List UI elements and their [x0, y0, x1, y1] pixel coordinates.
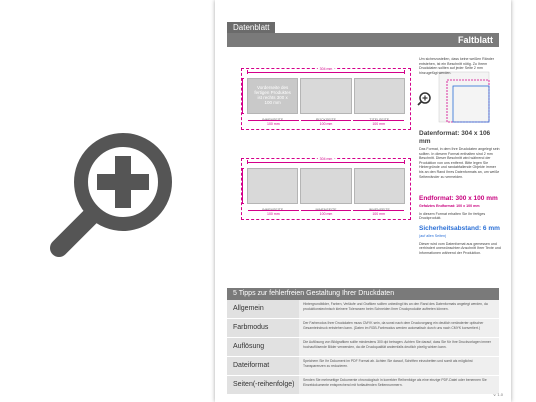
datenformat-block: Datenformat: 304 x 106 mm Das Format, in dem Ihre Druckdaten angelegt sein sollten. In diesem Format enthalten sind 2 mm Beschnitt. Dieser Beschnitt wird während der Produktion von uns entfernt. Bitte legen Sie Hintergründe und randabfallende Objekte immer bis an den Rand Ihres Datenformats an, um weiße Seitenränder zu vermeiden. — [419, 130, 500, 179]
intro-text: Um sicherzustellen, dass keine weißen Ränder entstehen, ist ein Beschnitt nötig. Zu Ihrem Druckdaten sollten auf jeder Seite 2 mm hinzugefügt werden. — [419, 57, 494, 75]
table-row: Seiten(-reihenfolge) Senden Sie mehrseitige Dokumente chronologisch in korrekter Reihenfolge als eine einzige PDF-Datei oder benennen Sie Einzeldokumente entsprechend mit fortlaufenden Seitennummern. — [227, 376, 499, 395]
width-dimension: 304 mm — [247, 70, 405, 74]
table-row: Dateiformat Speichern Sie Ihr Dokument im PDF Format ab. Achten Sie darauf, Schriften einzubetten und somit als möglichst Transparenzen zu reduzieren. — [227, 357, 499, 376]
panel-dimensions: 100 mm 100 mm 100 mm — [247, 210, 405, 216]
panel-dimensions: 100 mm 100 mm 100 mm — [247, 120, 405, 126]
height-dimension — [241, 78, 244, 114]
datasheet-preview[interactable] — [215, 0, 511, 402]
height-dimension — [241, 168, 244, 204]
layout-diagram-inside — [241, 158, 411, 220]
sicherheit-block: Sicherheitsabstand: 6 mm (auf allen Seiten) Dieser wird vom Datenformat aus gemessen und verhindert unerwünschten Anschnitt Ihrer Texte und Informationen während der Produktion. — [419, 225, 501, 255]
panel-3: INNENSEITE — [354, 168, 405, 204]
table-row: Auflösung Die Auflösung von Bildgrafiken sollte mindestens 300 dpi betragen. Achten Sie darauf, dass Sie für Ihre Druckvorlagen immer hochauflösende Bilder verwenden, da die Druckqualität andernfalls deutlich pixelig wirken kann. — [227, 338, 499, 357]
zoom-in-icon[interactable] — [45, 120, 175, 270]
product-title: Faltblatt — [227, 33, 499, 47]
layout-diagram-outside — [241, 68, 411, 130]
panel-3: TITELSEITE — [354, 78, 405, 114]
table-row: Allgemein Hintergrundbilder, Farben, Verläufe und Grafiken sollten unbedingt bis an den Rand des Datenformats angelegt werden, da produktionstechnisch kleinere Toleranzen beim Schneiden Ihrer Druckprodukte auftreten können. — [227, 300, 499, 319]
width-dimension: 304 mm — [247, 160, 405, 164]
panel-2: INNENSEITE — [300, 168, 351, 204]
panel-1: INNENSEITE — [247, 168, 298, 204]
panel-1: Vorderseite des fertigen Produktes ist rechts 300 x 100 mm INNENSEITE — [247, 78, 298, 114]
front-note: Vorderseite des fertigen Produktes ist rechts 300 x 100 mm — [254, 85, 291, 105]
panel-2: RÜCKSEITE — [300, 78, 351, 114]
endformat-block: Endformat: 300 x 100 mm Gefalztes Endformat: 100 x 100 mm In diesem Format erhalten Sie Ihr fertiges Druckprodukt. — [419, 195, 498, 221]
tips-title: 5 Tipps zur fehlerfreien Gestaltung Ihrer Druckdaten — [227, 288, 499, 300]
tips-table — [227, 288, 499, 395]
table-row: Farbmodus Der Farbmodus Ihrer Druckdaten muss CMYK sein, da sonst nach dem Druckvorgang ein deutlich veränderter optischer Gesamteindruck entstehen kann. (Daten im RGB-Farbmodus werden automatisch durch uns nach CMYK konvertiert.) — [227, 319, 499, 338]
datasheet-tab: Datenblatt — [227, 22, 275, 33]
version-label: v. 1.0 — [493, 392, 503, 397]
